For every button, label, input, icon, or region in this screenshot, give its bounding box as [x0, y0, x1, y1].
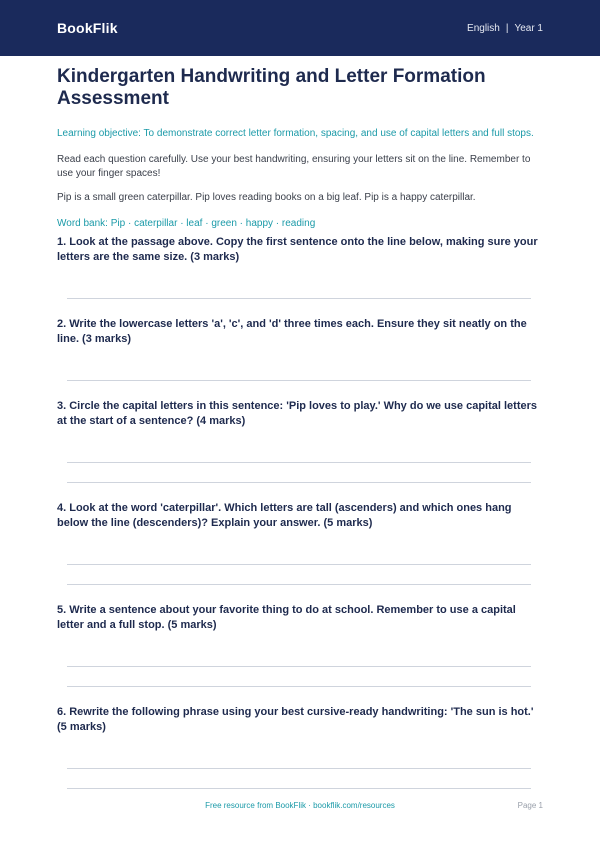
meta-separator: | [505, 22, 509, 34]
worksheet-body [0, 66, 600, 230]
subject-year [467, 23, 543, 34]
page-footer [0, 801, 600, 815]
brand-logo[interactable]: BookFlik [57, 20, 118, 36]
question-3: 3. Circle the capital letters in this sentence: 'Pip loves to play.' Why do we use capital letters at the start of a sentence? (4 marks) [57, 400, 538, 427]
instructions: Read each question carefully. Use your best handwriting, ensuring your letters sit on the line. Remember to use your finger spaces! [57, 154, 531, 179]
question-1: 1. Look at the passage above. Copy the first sentence onto the line below, making sure your letters are the same size. (3 marks) [57, 236, 538, 263]
word-bank: Word bank: Pip · caterpillar · leaf · green · happy · reading [57, 218, 316, 229]
answer-line[interactable] [67, 768, 531, 769]
answer-line[interactable] [67, 380, 531, 381]
page-header [0, 0, 600, 56]
subject-label: English [467, 22, 500, 34]
question-4: 4. Look at the word 'caterpillar'. Which letters are tall (ascenders) and which ones hang below the line (descenders)? Explain your answer. (5 marks) [57, 502, 512, 529]
answer-line[interactable] [67, 666, 531, 667]
answer-line[interactable] [67, 564, 531, 565]
learning-objective: Learning objective: To demonstrate correct letter formation, spacing, and use of capital letters and full stops. [57, 128, 534, 139]
answer-line[interactable] [67, 462, 531, 463]
page-title: Kindergarten Handwriting and Letter Formation Assessment [57, 66, 486, 109]
year-label: Year 1 [514, 22, 543, 34]
question-2: 2. Write the lowercase letters 'a', 'c', and 'd' three times each. Ensure they sit neatly on the line. (3 marks) [57, 318, 527, 345]
footer-resource-link[interactable]: Free resource from BookFlik · bookflik.com/resources [205, 801, 395, 810]
answer-line[interactable] [67, 584, 531, 585]
answer-line[interactable] [67, 686, 531, 687]
question-5: 5. Write a sentence about your favorite thing to do at school. Remember to use a capital letter and a full stop. (5 marks) [57, 604, 516, 631]
page-number: Page 1 [517, 801, 543, 810]
question-6: 6. Rewrite the following phrase using your best cursive-ready handwriting: 'The sun is hot.' (5 marks) [57, 706, 534, 733]
answer-line[interactable] [67, 482, 531, 483]
answer-line[interactable] [67, 298, 531, 299]
reading-passage: Pip is a small green caterpillar. Pip loves reading books on a big leaf. Pip is a happy caterpillar. [57, 192, 476, 203]
answer-line[interactable] [67, 788, 531, 789]
